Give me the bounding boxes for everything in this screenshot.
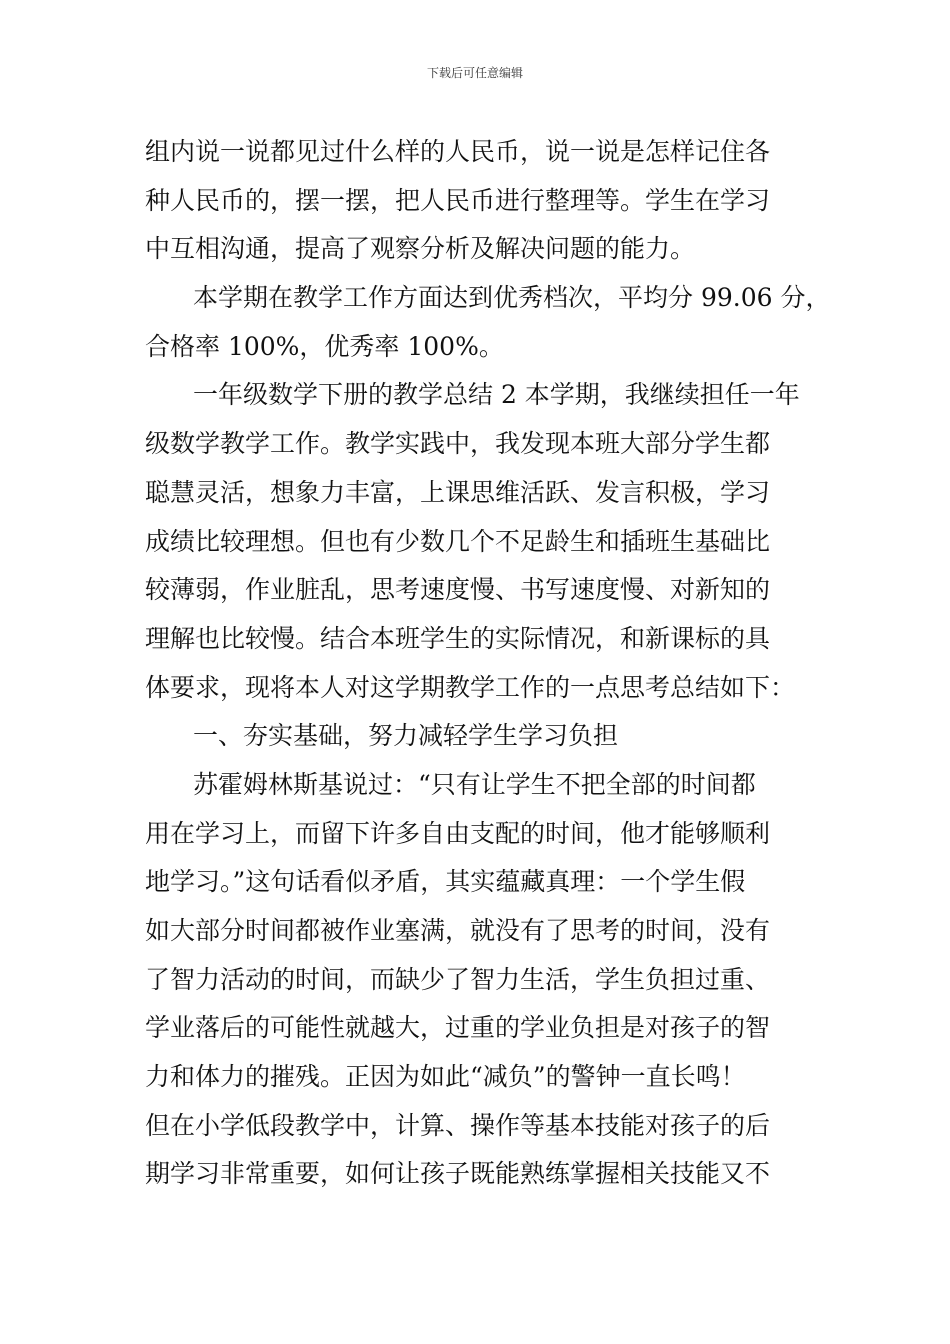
- text-line: 但在小学低段教学中，计算、操作等基本技能对孩子的后: [145, 1110, 771, 1140]
- text-line: 较薄弱，作业脏乱，思考速度慢、书写速度慢、对新知的: [145, 575, 771, 605]
- text-line: 力和体力的摧残。正因为如此“减负”的警钟一直长鸣！: [145, 1062, 746, 1092]
- text-line: 组内说一说都见过什么样的人民币，说一说是怎样记住各: [145, 137, 771, 166]
- text-line: 成绩比较理想。但也有少数几个不足龄生和插班生基础比: [145, 526, 771, 556]
- document-body: [145, 128, 831, 1199]
- text-line: 级数学教学工作。教学实践中，我发现本班大部分学生都: [145, 429, 771, 459]
- text-line: 理解也比较慢。结合本班学生的实际情况，和新课标的具: [145, 623, 771, 653]
- text-line: 学业落后的可能性就越大，过重的学业负担是对孩子的智: [145, 1013, 771, 1043]
- text-line: 期学习非常重要，如何让孩子既能熟练掌握相关技能又不: [145, 1159, 771, 1189]
- text-line: 地学习。”这句话看似矛盾，其实蕴藏真理：一个学生假: [145, 867, 746, 897]
- text-line: 一年级数学下册的教学总结 2 本学期，我继续担任一年: [193, 380, 800, 410]
- text-line: 本学期在教学工作方面达到优秀档次，平均分 99.06 分，: [193, 283, 831, 313]
- text-line: 一、夯实基础，努力减轻学生学习负担: [193, 721, 619, 751]
- text-line: 如大部分时间都被作业塞满，就没有了思考的时间，没有: [145, 916, 771, 945]
- text-line: 了智力活动的时间，而缺少了智力生活，学生负担过重、: [145, 964, 771, 994]
- text-line: 用在学习上，而留下许多自由支配的时间，他才能够顺利: [145, 818, 771, 848]
- text-line: 中互相沟通，提高了观察分析及解决问题的能力。: [145, 234, 696, 264]
- text-line: 苏霍姆林斯基说过：“只有让学生不把全部的时间都: [193, 769, 756, 799]
- text-line: 合格率 100%，优秀率 100%。: [145, 331, 504, 361]
- text-line: 体要求，现将本人对这学期教学工作的一点思考总结如下：: [145, 672, 796, 702]
- page-header: 下载后可任意编辑: [426, 66, 523, 80]
- text-line: 聪慧灵活，想象力丰富，上课思维活跃、发言积极，学习: [145, 477, 771, 507]
- text-line: 种人民币的，摆一摆，把人民币进行整理等。学生在学习: [145, 185, 771, 215]
